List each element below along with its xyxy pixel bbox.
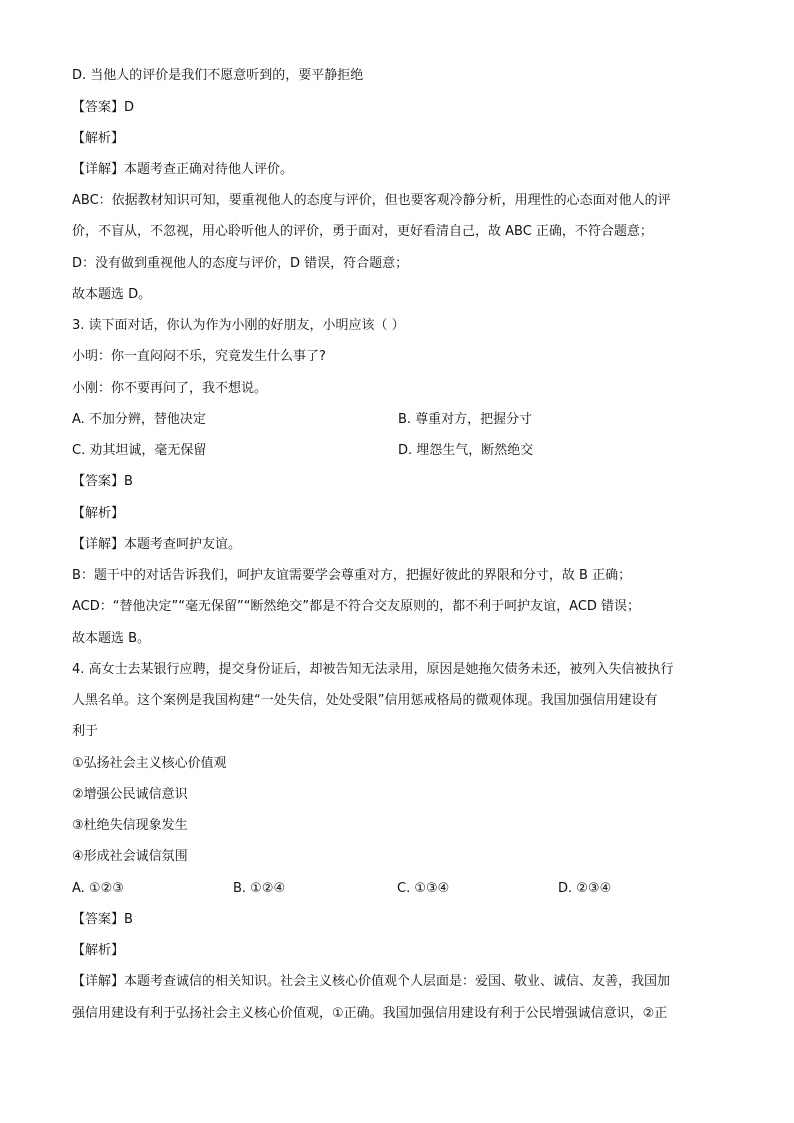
detail-text: 【详解】本题考查正确对待他人评价。 [72, 162, 294, 177]
question-4-stem: 4. 高女士去某银行应聘，提交身份证后，却被告知无法录用，原因是她拖欠债务未还，被列入失信被执行 [72, 662, 674, 677]
answer-label: 【答案】B [72, 474, 133, 489]
explanation-text: B：题干中的对话告诉我们，呵护友谊需要学会尊重对方，把握好彼此的界限和分寸，故 B 正确； [72, 568, 632, 583]
statement-3: ③杜绝失信现象发生 [72, 818, 188, 833]
option-d: D. ②③④ [558, 881, 612, 896]
explanation-text: ABC：依据教材知识可知，要重视他人的态度与评价，但也要客观冷静分析，用理性的心态面对他人的评 [72, 193, 671, 208]
dialogue-line: 小明：你一直闷闷不乐，究竟发生什么事了? [72, 349, 326, 364]
detail-text: 【详解】本题考查诚信的相关知识。社会主义核心价值观个人层面是：爱国、敬业、诚信、友善，我国加 [72, 974, 671, 989]
statement-2: ②增强公民诚信意识 [72, 787, 188, 802]
question-4-stem: 利于 [72, 724, 99, 739]
option-d: D. 埋怨生气，断然绝交 [398, 443, 534, 458]
question-4-stem: 人黑名单。这个案例是我国构建“一处失信，处处受限”信用惩戒格局的微观体现。我国加强信用建设有 [72, 693, 658, 708]
explanation-text: D：没有做到重视他人的态度与评价，D 错误，符合题意； [72, 256, 409, 271]
explanation-text: ACD：“替他决定”“毫无保留”“断然绝交”都是不符合交友原则的，都不利于呵护友谊，ACD 错误； [72, 599, 641, 614]
detail-text: 【详解】本题考查呵护友谊。 [72, 537, 242, 552]
detail-text: 强信用建设有利于弘扬社会主义核心价值观，①正确。我国加强信用建设有利于公民增强诚信意识，②正 [72, 1006, 668, 1021]
question-3-stem: 3. 读下面对话，你认为作为小刚的好朋友，小明应该（ ） [72, 318, 405, 333]
analysis-label: 【解析】 [72, 943, 125, 958]
conclusion-text: 故本题选 D。 [72, 287, 152, 302]
statement-1: ①弘扬社会主义核心价值观 [72, 756, 227, 771]
answer-label: 【答案】B [72, 912, 133, 927]
analysis-label: 【解析】 [72, 506, 125, 521]
explanation-text: 价，不盲从，不忽视，用心聆听他人的评价，勇于面对，更好看清自己，故 ABC 正确，不符合题意； [72, 224, 653, 239]
option-d-text: D. 当他人的评价是我们不愿意听到的，要平静拒绝 [72, 68, 364, 83]
conclusion-text: 故本题选 B。 [72, 631, 151, 646]
option-b: B. 尊重对方，把握分寸 [398, 412, 533, 427]
statement-4: ④形成社会诚信氛围 [72, 849, 188, 864]
answer-label: 【答案】D [72, 100, 135, 115]
option-a: A. ①②③ [72, 881, 124, 896]
option-a: A. 不加分辨，替他决定 [72, 412, 206, 427]
analysis-label: 【解析】 [72, 131, 125, 146]
option-c: C. ①③④ [397, 881, 450, 896]
option-b: B. ①②④ [233, 881, 286, 896]
option-c: C. 劝其坦诚，毫无保留 [72, 443, 207, 458]
dialogue-line: 小刚：你不要再问了，我不想说。 [72, 381, 268, 396]
